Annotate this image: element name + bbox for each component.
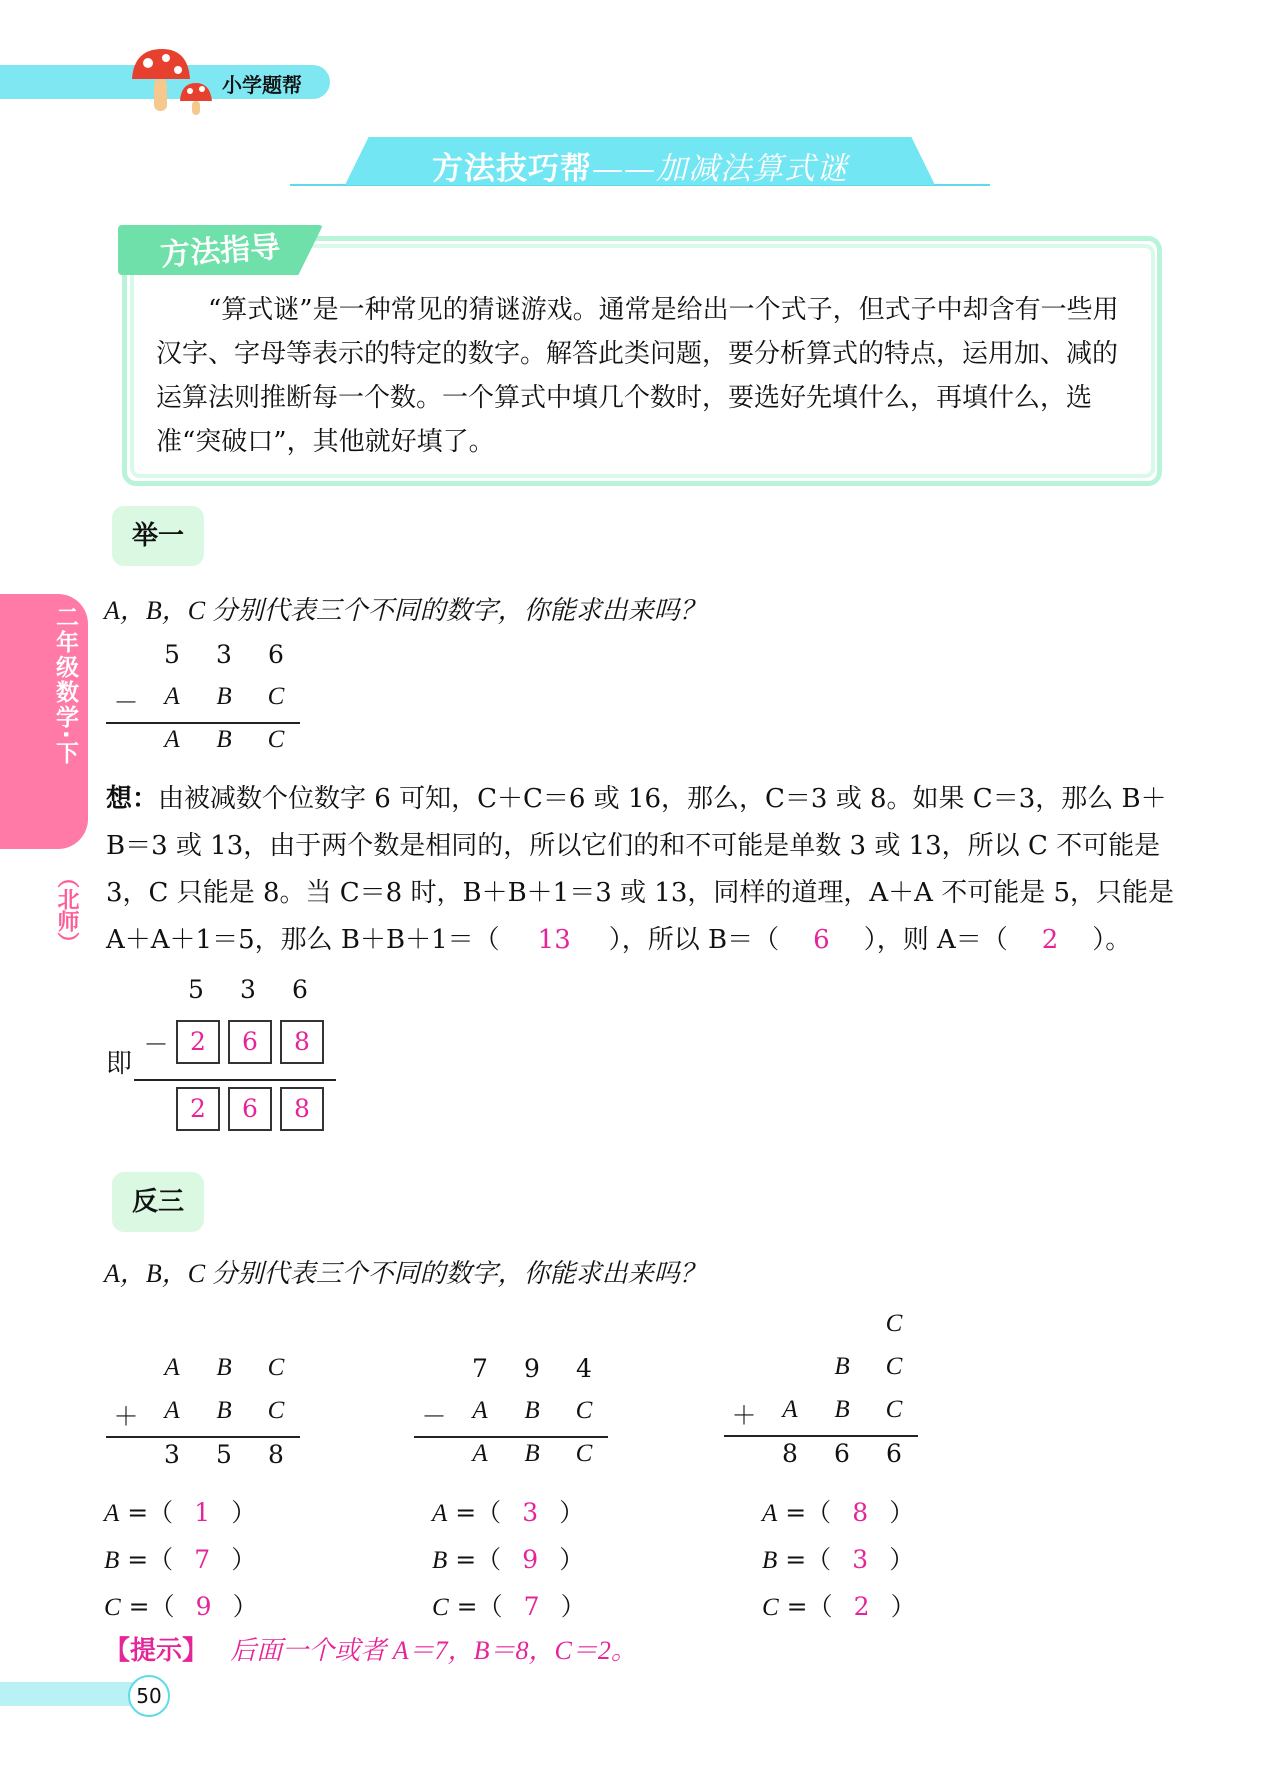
answer-value: 7 bbox=[523, 1592, 540, 1621]
answer-blank: 2 bbox=[1041, 925, 1059, 955]
letter: B bbox=[216, 1354, 232, 1381]
letter: C bbox=[267, 726, 285, 753]
letter: C bbox=[885, 1353, 903, 1380]
practice-question: A，B，C 分别代表三个不同的数字，你能求出来吗？ bbox=[104, 1259, 706, 1288]
letter: B bbox=[216, 726, 232, 753]
section-tag-example: 举一 bbox=[112, 506, 204, 566]
practice-problem-1 bbox=[106, 1354, 306, 1484]
method-tag-label: 方法指导 bbox=[159, 229, 282, 274]
answer-blank: 6 bbox=[813, 925, 830, 955]
letter: B bbox=[834, 1396, 850, 1423]
letter: B bbox=[216, 683, 232, 710]
letter: C bbox=[267, 1397, 285, 1424]
solution-prefix: 即 bbox=[106, 1049, 133, 1079]
answer-box: 8 bbox=[280, 1087, 324, 1131]
side-tab-label: 二年级数学·下 bbox=[52, 605, 78, 766]
mushroom-icon bbox=[128, 45, 218, 115]
sum-line bbox=[724, 1435, 918, 1437]
hint-text: 后面一个或者 A＝7，B＝8，C＝2。 bbox=[230, 1636, 637, 1665]
operator: － bbox=[113, 688, 139, 717]
answer-value: 7 bbox=[194, 1545, 211, 1574]
practice-answers-3: A =（ 8 ） B =（ 3 ） C =（ 2 ） bbox=[762, 1490, 916, 1631]
operator: ＋ bbox=[113, 1402, 139, 1431]
answer-box: 6 bbox=[228, 1020, 272, 1064]
letter: A bbox=[472, 1397, 488, 1424]
letter: C bbox=[885, 1310, 903, 1337]
answer-box: 6 bbox=[228, 1087, 272, 1131]
letter: C bbox=[575, 1440, 593, 1467]
practice-problem-2 bbox=[414, 1354, 614, 1484]
sum-line bbox=[414, 1436, 608, 1438]
answer-value: 3 bbox=[852, 1545, 869, 1574]
answer-value: 3 bbox=[522, 1498, 539, 1527]
letter: C bbox=[267, 683, 285, 710]
answer-blank: 13 bbox=[537, 925, 571, 955]
letter: A bbox=[164, 683, 180, 710]
digit: 3 bbox=[216, 640, 232, 669]
letter: B bbox=[524, 1397, 540, 1424]
answer-value: 9 bbox=[195, 1592, 212, 1621]
title-main: 方法技巧帮 bbox=[432, 151, 592, 187]
digit: 8 bbox=[268, 1440, 284, 1469]
digit: 5 bbox=[216, 1440, 232, 1469]
practice-answers-2: A =（ 3 ） B =（ 9 ） C =（ 7 ） bbox=[432, 1490, 586, 1631]
practice-answers-1: A =（ 1 ） B =（ 7 ） C =（ 9 ） bbox=[104, 1490, 258, 1631]
title-sub: ——加减法算式谜 bbox=[592, 151, 848, 187]
answer-box: 2 bbox=[176, 1020, 220, 1064]
digit: 6 bbox=[886, 1439, 902, 1468]
letter: A bbox=[164, 1397, 180, 1424]
digit: 5 bbox=[188, 975, 204, 1004]
answer-value: 1 bbox=[194, 1498, 211, 1527]
operator: ＋ bbox=[731, 1401, 757, 1430]
answer-box: 2 bbox=[176, 1087, 220, 1131]
operator: － bbox=[421, 1402, 447, 1431]
answer-value: 8 bbox=[852, 1498, 869, 1527]
answer-value: 2 bbox=[853, 1592, 870, 1621]
digit: 6 bbox=[292, 975, 308, 1004]
section-tag-practice: 反三 bbox=[112, 1172, 204, 1232]
digit: 3 bbox=[240, 975, 256, 1004]
practice-problem-3 bbox=[724, 1310, 924, 1485]
letter: B bbox=[524, 1440, 540, 1467]
letter: A bbox=[472, 1440, 488, 1467]
digit: 4 bbox=[576, 1354, 592, 1383]
sum-line bbox=[106, 722, 300, 724]
page-number: 50 bbox=[128, 1675, 170, 1717]
example-question: A，B，C 分别代表三个不同的数字，你能求出来吗？ bbox=[104, 596, 706, 625]
letter: B bbox=[834, 1353, 850, 1380]
digit: 6 bbox=[834, 1439, 850, 1468]
solution-problem bbox=[106, 975, 346, 1145]
digit: 6 bbox=[268, 640, 284, 669]
letter: A bbox=[164, 1354, 180, 1381]
sum-line bbox=[134, 1079, 336, 1081]
hint-label: 【提示】 bbox=[104, 1636, 209, 1666]
digit: 5 bbox=[164, 640, 180, 669]
letter: B bbox=[216, 1397, 232, 1424]
page-title bbox=[345, 143, 935, 188]
example-problem bbox=[106, 640, 306, 770]
letter: C bbox=[267, 1354, 285, 1381]
letter: C bbox=[885, 1396, 903, 1423]
method-text: “算式谜”是一种常见的猜谜游戏。通常是给出一个式子，但式子中却含有一些用汉字、字母等表示的特定的数字。解答此类问题，要分析算式的特点，运用加、减的运算法则推断每一个数。一个算式中填几个数时，要选好先填什么，再填什么，选准“突破口”，其他就好填了。 bbox=[156, 295, 1119, 457]
hint bbox=[104, 1630, 637, 1667]
digit: 7 bbox=[472, 1354, 488, 1383]
digit: 3 bbox=[164, 1440, 180, 1469]
operator: － bbox=[143, 1030, 169, 1059]
think-paragraph: 想：由被减数个位数字 6 可知，C＋C＝6 或 16，那么，C＝3 或 8。如果 C＝3，那么 B＋B＝3 或 13，由于两个数是相同的，所以它们的和不可能是单数 3 或 13，所以 C 不可能是 3，C 只能是 8。当 C＝8 时，B＋B＋1＝3 或 13，同样的道理，A＋A 不可能是 5，只能是 A＋A＋1＝5，那么 B＋B＋1＝（ 13 ），所以 B＝（ 6 ），则 A＝（ 2 ）。 bbox=[106, 784, 1175, 955]
digit: 9 bbox=[524, 1354, 540, 1383]
answer-box: 8 bbox=[280, 1020, 324, 1064]
sum-line bbox=[106, 1436, 300, 1438]
digit: 8 bbox=[782, 1439, 798, 1468]
letter: C bbox=[575, 1397, 593, 1424]
letter: A bbox=[782, 1396, 798, 1423]
header-label: 小学题帮 bbox=[222, 73, 302, 97]
side-tab-sub: （北师） bbox=[54, 866, 79, 954]
letter: A bbox=[164, 726, 180, 753]
answer-value: 9 bbox=[522, 1545, 539, 1574]
